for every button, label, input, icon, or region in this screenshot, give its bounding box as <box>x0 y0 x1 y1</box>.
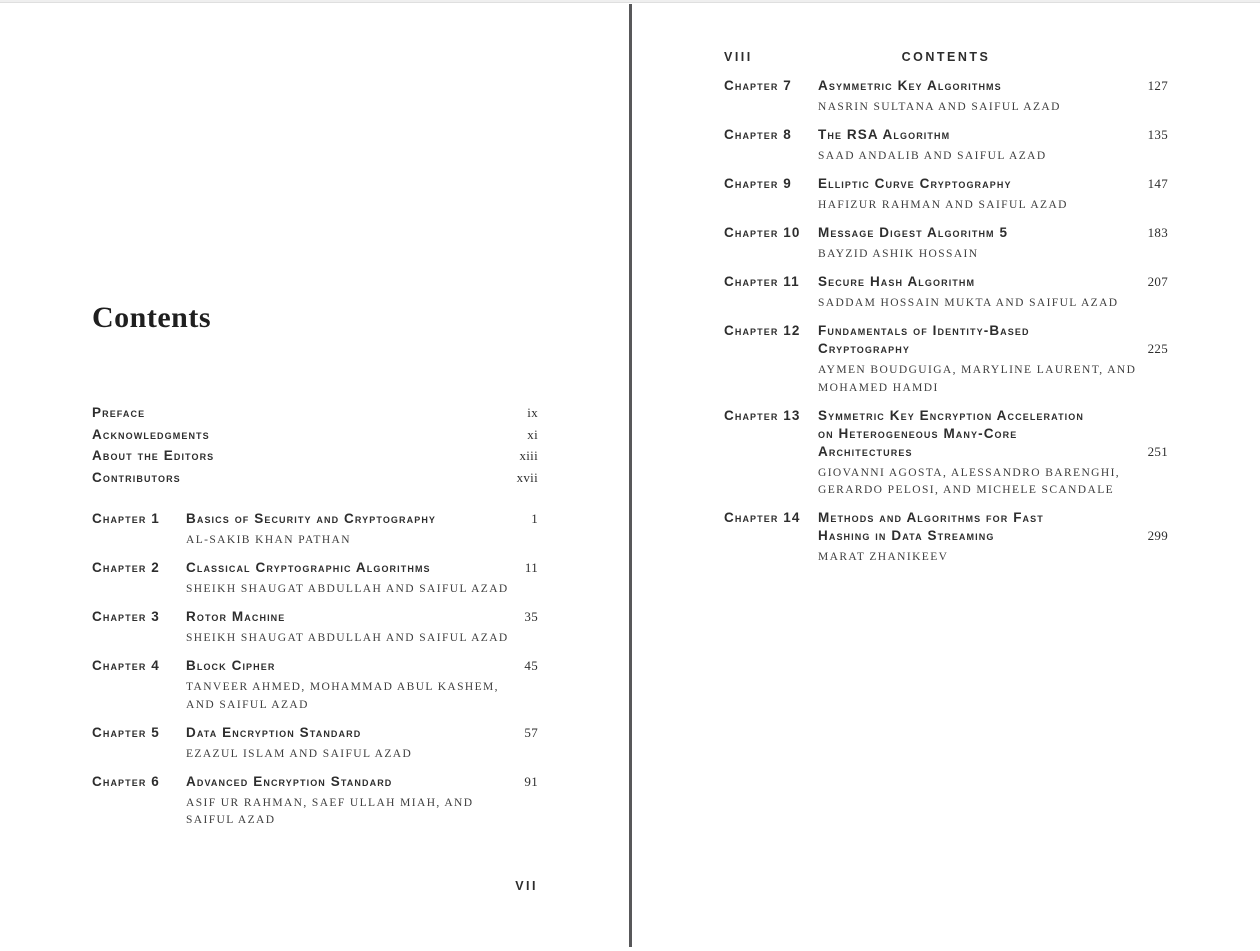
chapter-page-number: 299 <box>1147 528 1168 543</box>
chapter-authors <box>818 362 1168 397</box>
chapter-authors-line: SADDAM HOSSAIN MUKTA AND SAIFUL AZAD <box>818 297 1119 309</box>
chapter-entry-body <box>818 273 1168 313</box>
front-matter-label: Acknowledgments <box>92 426 210 442</box>
page-divider-line <box>629 4 632 947</box>
chapter-page-number: 183 <box>1147 225 1168 240</box>
toc-entry <box>724 273 1168 313</box>
chapter-entry-body <box>818 322 1168 397</box>
chapter-authors <box>818 465 1168 500</box>
front-matter-label: About the Editors <box>92 448 215 464</box>
chapter-authors-line: ASIF UR RAHMAN, SAEF ULLAH MIAH, AND <box>186 796 474 809</box>
chapter-title-line: Cryptography <box>818 341 910 356</box>
chapter-authors-line: EZAZUL ISLAM AND SAIFUL AZAD <box>186 747 413 760</box>
toc-entry <box>724 322 1168 397</box>
chapter-authors <box>186 630 538 648</box>
chapter-authors <box>818 99 1168 117</box>
toc-page-left <box>92 0 538 951</box>
chapter-authors-line: HAFIZUR RAHMAN AND SAIFUL AZAD <box>818 199 1068 211</box>
toc-entry <box>92 724 538 764</box>
chapter-authors-line: SHEIKH SHAUGAT ABDULLAH AND SAIFUL AZAD <box>186 632 509 644</box>
front-matter-row <box>92 445 538 467</box>
chapter-label: Chapter 14 <box>724 510 801 525</box>
chapter-authors <box>186 581 538 599</box>
chapter-label: Chapter 6 <box>92 773 160 789</box>
chapter-authors <box>186 746 538 764</box>
chapter-page-number: 207 <box>1147 274 1168 289</box>
chapter-page-number: 135 <box>1147 127 1168 142</box>
chapter-authors-line: BAYZID ASHIK HOSSAIN <box>818 248 979 260</box>
chapter-authors-line: GERARDO PELOSI, AND MICHELE SCANDALE <box>818 484 1115 496</box>
chapter-entry-body <box>818 175 1168 215</box>
chapter-authors-line: AYMEN BOUDGUIGA, MARYLINE LAURENT, AND <box>818 364 1137 376</box>
chapter-label: Chapter 9 <box>724 176 792 191</box>
chapter-page-number: 1 <box>531 511 538 526</box>
front-matter-row <box>92 424 538 446</box>
chapter-title-line: Elliptic Curve Cryptography <box>818 176 1012 191</box>
chapter-label: Chapter 11 <box>724 274 800 289</box>
toc-entry <box>724 77 1168 117</box>
chapter-title-line: on Heterogeneous Many-Core <box>818 425 1018 441</box>
chapter-title-line: Data Encryption Standard <box>186 724 362 740</box>
chapter-authors-line: SAAD ANDALIB AND SAIFUL AZAD <box>818 150 1047 162</box>
toc-entry <box>724 126 1168 166</box>
front-matter-row <box>92 402 538 424</box>
folio-page-vii: VII <box>515 879 538 893</box>
chapter-entry-body <box>818 407 1168 500</box>
chapter-entry-body <box>818 509 1168 567</box>
running-head-row <box>724 48 1168 66</box>
chapter-entry-body <box>186 510 538 550</box>
chapter-label: Chapter 3 <box>92 609 160 624</box>
chapter-authors-line: SHEIKH SHAUGAT ABDULLAH AND SAIFUL AZAD <box>186 583 509 595</box>
chapter-authors <box>186 795 538 830</box>
chapter-label: Chapter 8 <box>724 127 792 142</box>
chapter-authors <box>818 549 1168 567</box>
chapter-page-number: 127 <box>1147 78 1168 93</box>
chapter-page-number: 45 <box>524 658 538 673</box>
front-matter-page-number: xi <box>527 426 538 442</box>
toc-page-right <box>724 0 1168 951</box>
toc-entry <box>92 510 538 550</box>
chapter-label: Chapter 12 <box>724 323 801 338</box>
chapter-page-number: 11 <box>524 560 538 575</box>
chapter-entry-body <box>186 773 538 830</box>
chapter-entry-body <box>186 724 538 764</box>
chapter-label: Chapter 2 <box>92 560 160 575</box>
chapter-page-number: 251 <box>1147 443 1168 459</box>
running-head-contents: CONTENTS <box>901 50 991 64</box>
chapter-page-number: 91 <box>524 773 538 789</box>
chapter-entry-body <box>818 77 1168 117</box>
chapter-title-line: Symmetric Key Encryption Acceleration <box>818 407 1084 423</box>
chapter-authors <box>186 679 538 714</box>
chapter-title-line: Secure Hash Algorithm <box>818 274 976 289</box>
chapter-title-line: Block Cipher <box>186 658 276 673</box>
front-matter-page-number: xvii <box>516 470 538 486</box>
toc-entry <box>92 657 538 714</box>
front-matter-label: Preface <box>92 405 146 420</box>
chapter-title-line: Advanced Encryption Standard <box>186 773 393 789</box>
chapter-page-number: 35 <box>524 609 538 624</box>
chapter-title-line: Basics of Security and Cryptography <box>186 511 437 526</box>
chapter-title-line: Fundamentals of Identity-Based <box>818 323 1030 338</box>
chapter-authors-line: AL-SAKIB KHAN PATHAN <box>186 534 351 546</box>
chapter-page-number: 57 <box>524 724 538 740</box>
chapter-authors <box>818 246 1168 264</box>
front-matter-page-number: xiii <box>519 448 538 464</box>
chapter-page-number: 225 <box>1147 341 1168 356</box>
chapter-title-line: Methods and Algorithms for Fast <box>818 510 1044 525</box>
chapter-authors <box>186 532 538 550</box>
chapter-entry-body <box>186 559 538 599</box>
chapter-title-line: Hashing in Data Streaming <box>818 528 995 543</box>
chapter-label: Chapter 1 <box>92 511 160 526</box>
chapter-authors-line: MOHAMED HAMDI <box>818 381 939 394</box>
toc-entry <box>724 175 1168 215</box>
chapter-title-line: Message Digest Algorithm 5 <box>818 225 1009 240</box>
toc-entry <box>724 407 1168 500</box>
chapter-title-line: Architectures <box>818 443 913 459</box>
chapter-authors-line: AND SAIFUL AZAD <box>186 698 309 711</box>
chapter-authors-line: NASRIN SULTANA AND SAIFUL AZAD <box>818 101 1061 113</box>
chapter-entry-body <box>186 657 538 714</box>
front-matter-row <box>92 467 538 489</box>
chapter-title-line: The RSA Algorithm <box>818 127 951 142</box>
chapter-authors-line: TANVEER AHMED, MOHAMMAD ABUL KASHEM, <box>186 681 499 693</box>
chapter-authors-line: GIOVANNI AGOSTA, ALESSANDRO BARENGHI, <box>818 466 1121 479</box>
chapter-entry-body <box>818 126 1168 166</box>
chapter-list-right <box>724 77 1168 576</box>
chapter-label: Chapter 13 <box>724 407 801 423</box>
chapter-authors <box>818 148 1168 166</box>
chapter-list-left <box>92 510 538 839</box>
toc-entry <box>92 773 538 830</box>
chapter-authors-line: MARAT ZHANIKEEV <box>818 551 949 563</box>
folio-page-viii: VIII <box>724 50 753 64</box>
chapter-title-line: Rotor Machine <box>186 609 286 624</box>
chapter-label: Chapter 5 <box>92 724 160 740</box>
chapter-entry-body <box>186 608 538 648</box>
chapter-title-line: Classical Cryptographic Algorithms <box>186 560 431 575</box>
front-matter-list <box>92 402 538 489</box>
front-matter-page-number: ix <box>527 405 538 420</box>
chapter-page-number: 147 <box>1147 176 1168 191</box>
toc-entry <box>92 559 538 599</box>
toc-entry <box>724 224 1168 264</box>
chapter-label: Chapter 4 <box>92 658 160 673</box>
toc-entry <box>92 608 538 648</box>
contents-title: Contents <box>92 301 212 334</box>
toc-entry <box>724 509 1168 567</box>
chapter-authors <box>818 197 1168 215</box>
chapter-entry-body <box>818 224 1168 264</box>
chapter-authors <box>818 295 1168 313</box>
chapter-authors-line: SAIFUL AZAD <box>186 814 276 826</box>
front-matter-label: Contributors <box>92 470 181 486</box>
chapter-title-line: Asymmetric Key Algorithms <box>818 78 1002 93</box>
chapter-label: Chapter 7 <box>724 78 792 93</box>
chapter-label: Chapter 10 <box>724 225 801 240</box>
